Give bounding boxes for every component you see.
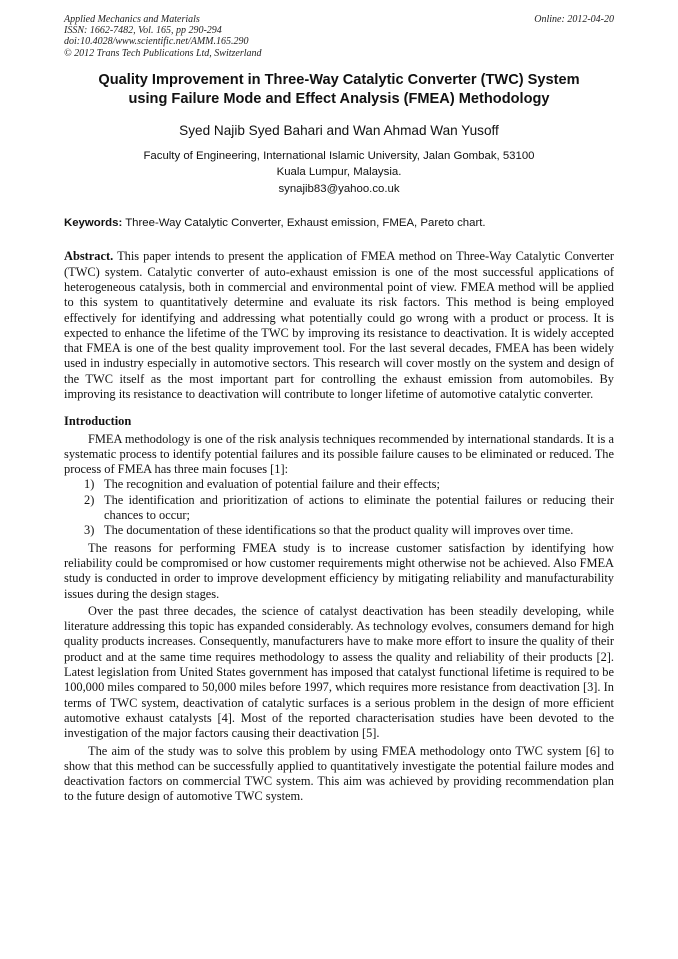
keywords-text: Three-Way Catalytic Converter, Exhaust emission, FMEA, Pareto chart. bbox=[122, 217, 486, 230]
author-email[interactable]: synajib83@yahoo.co.uk bbox=[278, 182, 400, 195]
list-item-text: The documentation of these identifications so that the product quality will improves over time. bbox=[104, 523, 574, 538]
list-item bbox=[64, 523, 614, 538]
list-item bbox=[64, 477, 614, 492]
paper-title bbox=[64, 71, 614, 109]
affiliation bbox=[64, 148, 614, 198]
intro-paragraph-1: FMEA methodology is one of the risk analysis techniques recommended by international standards. It is a systematic process to identify potential failures and its possible failure causes to be eliminated or reduced. The process of FMEA has three main focuses [1]: bbox=[64, 431, 614, 477]
intro-paragraph-2: The reasons for performing FMEA study is to increase customer satisfaction by identifying how reliability could be compromised or how customer requirements might otherwise not be achieved. Also FMEA study is conducted in order to improve development efficiency by mitigating reliability and manufacturability issues during the design stages. bbox=[64, 540, 614, 601]
keywords bbox=[64, 215, 614, 231]
list-item-number: 3) bbox=[84, 523, 95, 538]
paper-title-line-1: Quality Improvement in Three-Way Catalytic Converter (TWC) System bbox=[98, 71, 580, 88]
journal-name: Applied Mechanics and Materials bbox=[64, 14, 200, 25]
affiliation-line-1: Faculty of Engineering, International Islamic University, Jalan Gombak, 53100 bbox=[143, 149, 535, 162]
list-item-number: 1) bbox=[84, 477, 95, 492]
online-date: Online: 2012-04-20 bbox=[534, 14, 614, 25]
list-item-text: The recognition and evaluation of potential failure and their effects; bbox=[104, 477, 440, 492]
abstract-text: This paper intends to present the application of FMEA method on Three-Way Catalytic Converter (TWC) system. Catalytic converter of auto-exhaust emission is one of the most successful applications of heterogeneous catalysis, both in commercial and environmental point of view. FMEA method will be applied to this system to quantitatively determine and evaluate its risk factors. This method is being employed effectively for identifying and addressing what potentially could go wrong with a product or process. It is expected to enhance the lifetime of the TWC by improving its resistance to deactivation. It is widely accepted that FMEA is one of the best quality improvement tool. For the last several decades, FMEA has been widely used in industry especially in automotive sectors. This research will cover mostly on the system and design of the TWC itself as the most important part for controlling the exhaust emission from automobiles. By improving its resistance to deactivation will contribute to longer lifetime of automotive catalytic converter. bbox=[64, 249, 614, 401]
journal-copyright: © 2012 Trans Tech Publications Ltd, Switzerland bbox=[64, 47, 262, 59]
intro-paragraph-3: Over the past three decades, the science of catalyst deactivation has been steadily developing, while literature addressing this topic has expanded considerably. As technology evolves, consumers demand for high quality products increases. Consequently, manufacturers have to make more effort to insure the quality of their product and at the same time requires methodology to assess the quality and reliability of their products [2]. Latest legislation from United States government has imposed that catalyst functional lifetime is required to be 100,000 miles compared to 50,000 miles before 1997, which requires more resistance from deactivation [3]. In terms of TWC system, deactivation of catalytic surfaces is a serious problem in the design of more efficient automotive exhaust catalysts [4]. Most of the reported characterisation studies have been devoted to the investigation of the major factors causing their deactivation [5]. bbox=[64, 603, 614, 741]
list-item-number: 2) bbox=[84, 492, 95, 507]
abstract-label: Abstract. bbox=[64, 249, 114, 264]
affiliation-line-2: Kuala Lumpur, Malaysia. bbox=[276, 166, 402, 179]
paper-title-line-2: using Failure Mode and Effect Analysis (FMEA) Methodology bbox=[128, 90, 550, 107]
authors: Syed Najib Syed Bahari and Wan Ahmad Wan Yusoff bbox=[179, 122, 499, 138]
abstract bbox=[64, 249, 614, 402]
intro-paragraph-4: The aim of the study was to solve this problem by using FMEA methodology onto TWC system [6] to show that this method can be successfully applied to quantitatively investigate the potential failure modes and deactivation factors on commercial TWC system. This aim was achieved by providing recommendation plan to the future design of automotive TWC system. bbox=[64, 743, 614, 804]
journal-header bbox=[64, 14, 614, 59]
list-item-text: The identification and prioritization of actions to eliminate the potential failures or reducing their chances to occur; bbox=[104, 492, 614, 523]
focus-list bbox=[64, 477, 614, 538]
journal-doi: doi:10.4028/www.scientific.net/AMM.165.290 bbox=[64, 36, 249, 48]
list-item bbox=[64, 493, 614, 524]
keywords-label: Keywords: bbox=[64, 217, 123, 230]
journal-issn: ISSN: 1662-7482, Vol. 165, pp 290-294 bbox=[64, 25, 222, 37]
paper-page bbox=[64, 14, 614, 805]
section-heading-introduction: Introduction bbox=[64, 414, 132, 429]
